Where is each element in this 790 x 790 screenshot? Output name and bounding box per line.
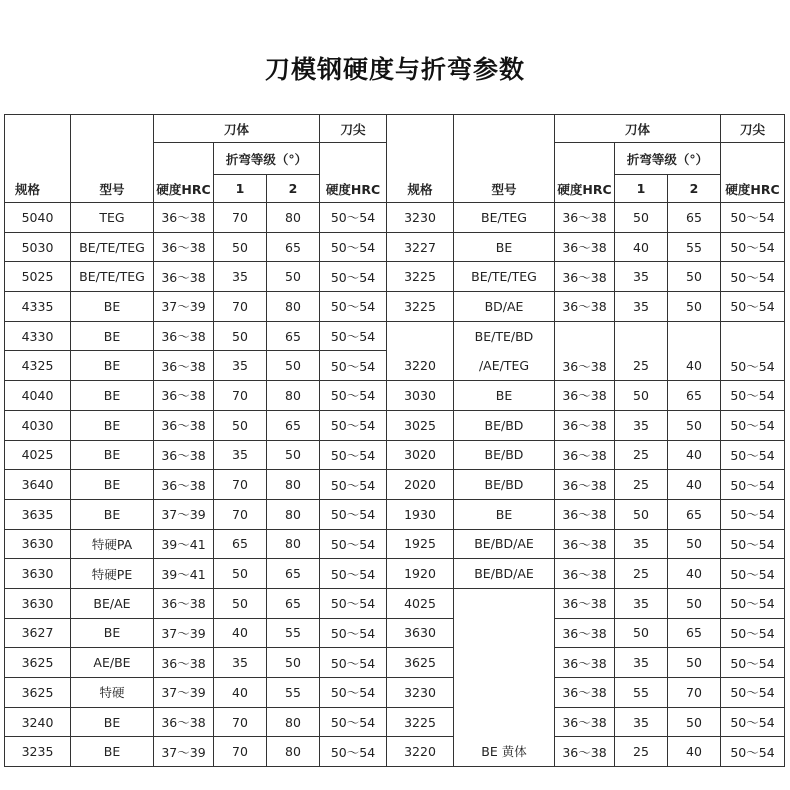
cell-right-grade-1: 35 bbox=[615, 262, 668, 292]
cell-left-model: BE bbox=[71, 381, 154, 411]
header-spec: 规格 bbox=[387, 175, 454, 203]
cell-left-spec: 4030 bbox=[5, 410, 71, 440]
header-grade-2: 2 bbox=[668, 175, 721, 203]
header-blank bbox=[5, 143, 71, 175]
cell-right-grade-1: 35 bbox=[615, 529, 668, 559]
cell-right-grade-2: 50 bbox=[668, 410, 721, 440]
cell-left-hardness: 36～38 bbox=[154, 351, 214, 381]
cell-right-spec: 2020 bbox=[387, 470, 454, 500]
cell-left-hardness: 37～39 bbox=[154, 737, 214, 767]
header-model: 型号 bbox=[454, 175, 555, 203]
cell-right-grade-1: 55 bbox=[615, 678, 668, 708]
cell-left-grade-2: 50 bbox=[267, 351, 320, 381]
cell-right-grade-1: 25 bbox=[615, 559, 668, 589]
header-blank bbox=[454, 143, 555, 175]
cell-right-model: BE bbox=[454, 499, 555, 529]
header-blank bbox=[387, 143, 454, 175]
header-blank bbox=[71, 143, 154, 175]
table-row bbox=[5, 292, 785, 322]
cell-right-model: BE/BD bbox=[454, 410, 555, 440]
cell-left-spec: 3625 bbox=[5, 648, 71, 678]
cell-left-spec: 3630 bbox=[5, 529, 71, 559]
cell-left-spec: 5030 bbox=[5, 232, 71, 262]
cell-right-grade-2: 65 bbox=[668, 618, 721, 648]
cell-right-grade-2: 50 bbox=[668, 262, 721, 292]
cell-left-spec: 4040 bbox=[5, 381, 71, 411]
cell-left-grade-1: 50 bbox=[214, 588, 267, 618]
cell-left-spec: 3627 bbox=[5, 618, 71, 648]
cell-left-hardness: 36～38 bbox=[154, 470, 214, 500]
cell-right-tip-hardness: 50～54 bbox=[721, 203, 785, 233]
cell-left-hardness: 37～39 bbox=[154, 499, 214, 529]
cell-left-grade-1: 35 bbox=[214, 648, 267, 678]
cell-right-spec: 1925 bbox=[387, 529, 454, 559]
cell-left-grade-1: 70 bbox=[214, 381, 267, 411]
cell-left-hardness: 36～38 bbox=[154, 203, 214, 233]
cell-right-hardness: 36～38 bbox=[555, 588, 615, 618]
cell-left-grade-1: 40 bbox=[214, 618, 267, 648]
cell-left-tip-hardness: 50～54 bbox=[320, 292, 387, 322]
header-blank bbox=[320, 143, 387, 175]
table-row bbox=[5, 351, 785, 381]
cell-left-grade-2: 65 bbox=[267, 232, 320, 262]
cell-left-tip-hardness: 50～54 bbox=[320, 203, 387, 233]
cell-left-grade-2: 55 bbox=[267, 618, 320, 648]
header-hardness: 硬度HRC bbox=[320, 175, 387, 203]
table-row bbox=[5, 529, 785, 559]
cell-left-model: TEG bbox=[71, 203, 154, 233]
cell-left-hardness: 39～41 bbox=[154, 529, 214, 559]
table-row bbox=[5, 321, 785, 351]
cell-right-tip-hardness: 50～54 bbox=[721, 351, 785, 381]
cell-left-grade-1: 35 bbox=[214, 440, 267, 470]
cell-left-hardness: 37～39 bbox=[154, 292, 214, 322]
header-grade-2: 2 bbox=[267, 175, 320, 203]
cell-left-grade-1: 70 bbox=[214, 737, 267, 767]
cell-right-model: BE/TEG bbox=[454, 203, 555, 233]
cell-right-tip-hardness: 50～54 bbox=[721, 499, 785, 529]
cell-left-grade-1: 50 bbox=[214, 559, 267, 589]
cell-right-spec: 1920 bbox=[387, 559, 454, 589]
cell-right-tip-hardness: 50～54 bbox=[721, 559, 785, 589]
cell-right-hardness: 36～38 bbox=[555, 737, 615, 767]
cell-right-hardness: 36～38 bbox=[555, 470, 615, 500]
cell-left-hardness: 36～38 bbox=[154, 707, 214, 737]
cell-right-model: BE/BD/AE bbox=[454, 559, 555, 589]
header-blank bbox=[154, 143, 214, 175]
cell-right-hardness: 36～38 bbox=[555, 203, 615, 233]
cell-left-model: BE bbox=[71, 618, 154, 648]
cell-right-grade-1: 35 bbox=[615, 410, 668, 440]
cell-right-grade-2: 40 bbox=[668, 737, 721, 767]
cell-left-model: BE/TE/TEG bbox=[71, 262, 154, 292]
cell-left-tip-hardness: 50～54 bbox=[320, 321, 387, 351]
cell-left-model: BE bbox=[71, 321, 154, 351]
cell-right-grade-2: 65 bbox=[668, 203, 721, 233]
cell-left-grade-2: 50 bbox=[267, 262, 320, 292]
header-blank bbox=[721, 143, 785, 175]
cell-left-spec: 3625 bbox=[5, 678, 71, 708]
cell-right-grade-2: 65 bbox=[668, 381, 721, 411]
cell-right-spec: 3020 bbox=[387, 440, 454, 470]
cell-right-hardness: 36～38 bbox=[555, 381, 615, 411]
cell-right-model: BE/BD bbox=[454, 470, 555, 500]
table-row bbox=[5, 410, 785, 440]
cell-right-tip-hardness: 50～54 bbox=[721, 440, 785, 470]
cell-right-grade-1 bbox=[615, 321, 668, 351]
table-row bbox=[5, 381, 785, 411]
cell-left-spec: 3235 bbox=[5, 737, 71, 767]
cell-right-grade-2: 40 bbox=[668, 351, 721, 381]
cell-right-spec bbox=[387, 321, 454, 351]
table-body bbox=[5, 203, 785, 767]
cell-left-spec: 3630 bbox=[5, 559, 71, 589]
table-row bbox=[5, 678, 785, 708]
cell-left-tip-hardness: 50～54 bbox=[320, 737, 387, 767]
cell-right-hardness: 36～38 bbox=[555, 440, 615, 470]
cell-right-model: BE/TE/BD bbox=[454, 321, 555, 351]
cell-left-model: 特硬PA bbox=[71, 529, 154, 559]
cell-left-grade-2: 80 bbox=[267, 737, 320, 767]
cell-right-grade-2: 50 bbox=[668, 707, 721, 737]
cell-left-tip-hardness: 50～54 bbox=[320, 410, 387, 440]
cell-right-spec: 3225 bbox=[387, 292, 454, 322]
cell-left-tip-hardness: 50～54 bbox=[320, 470, 387, 500]
cell-right-tip-hardness: 50～54 bbox=[721, 262, 785, 292]
table-row bbox=[5, 588, 785, 618]
cell-left-model: BE/TE/TEG bbox=[71, 232, 154, 262]
cell-right-spec: 3220 bbox=[387, 351, 454, 381]
header-grade-1: 1 bbox=[214, 175, 267, 203]
cell-left-spec: 4325 bbox=[5, 351, 71, 381]
header-blade-body: 刀体 bbox=[154, 115, 320, 143]
cell-left-spec: 5025 bbox=[5, 262, 71, 292]
cell-right-spec: 3225 bbox=[387, 707, 454, 737]
cell-right-grade-2 bbox=[668, 321, 721, 351]
cell-left-grade-2: 80 bbox=[267, 381, 320, 411]
cell-left-grade-2: 65 bbox=[267, 588, 320, 618]
header-blank bbox=[555, 143, 615, 175]
table-row bbox=[5, 499, 785, 529]
cell-right-spec: 3225 bbox=[387, 262, 454, 292]
table-row bbox=[5, 618, 785, 648]
cell-left-grade-1: 35 bbox=[214, 351, 267, 381]
cell-left-tip-hardness: 50～54 bbox=[320, 262, 387, 292]
header-hardness: 硬度HRC bbox=[555, 175, 615, 203]
header-bend-grade: 折弯等级（°） bbox=[615, 143, 721, 175]
cell-left-grade-1: 70 bbox=[214, 499, 267, 529]
cell-left-grade-1: 50 bbox=[214, 321, 267, 351]
cell-right-grade-2: 55 bbox=[668, 232, 721, 262]
cell-right-tip-hardness: 50～54 bbox=[721, 529, 785, 559]
header-model: 型号 bbox=[71, 175, 154, 203]
cell-right-hardness: 36～38 bbox=[555, 559, 615, 589]
cell-left-grade-2: 80 bbox=[267, 707, 320, 737]
cell-left-grade-2: 65 bbox=[267, 410, 320, 440]
cell-left-hardness: 37～39 bbox=[154, 618, 214, 648]
table-row bbox=[5, 470, 785, 500]
header-blank bbox=[5, 115, 71, 143]
header-blank bbox=[71, 115, 154, 143]
cell-left-model: BE bbox=[71, 470, 154, 500]
cell-left-grade-1: 70 bbox=[214, 292, 267, 322]
cell-left-grade-1: 35 bbox=[214, 262, 267, 292]
cell-right-tip-hardness: 50～54 bbox=[721, 648, 785, 678]
cell-left-grade-2: 65 bbox=[267, 321, 320, 351]
cell-left-grade-2: 80 bbox=[267, 529, 320, 559]
cell-left-grade-2: 80 bbox=[267, 203, 320, 233]
cell-right-model: BE/TE/TEG bbox=[454, 262, 555, 292]
cell-right-grade-1: 50 bbox=[615, 381, 668, 411]
cell-right-tip-hardness bbox=[721, 321, 785, 351]
cell-right-hardness: 36～38 bbox=[555, 499, 615, 529]
table-row bbox=[5, 232, 785, 262]
cell-left-grade-1: 40 bbox=[214, 678, 267, 708]
header-bend-grade: 折弯等级（°） bbox=[214, 143, 320, 175]
cell-left-grade-2: 65 bbox=[267, 559, 320, 589]
cell-right-tip-hardness: 50～54 bbox=[721, 618, 785, 648]
cell-left-grade-2: 55 bbox=[267, 678, 320, 708]
cell-left-model: BE bbox=[71, 440, 154, 470]
cell-right-model: /AE/TEG bbox=[454, 351, 555, 381]
cell-right-grade-2: 40 bbox=[668, 440, 721, 470]
header-hardness: 硬度HRC bbox=[154, 175, 214, 203]
cell-right-model: BD/AE bbox=[454, 292, 555, 322]
cell-left-grade-2: 80 bbox=[267, 292, 320, 322]
cell-right-model bbox=[454, 678, 555, 708]
table-row bbox=[5, 440, 785, 470]
cell-right-tip-hardness: 50～54 bbox=[721, 707, 785, 737]
cell-right-grade-2: 70 bbox=[668, 678, 721, 708]
cell-right-hardness: 36～38 bbox=[555, 232, 615, 262]
cell-right-hardness: 36～38 bbox=[555, 678, 615, 708]
cell-right-tip-hardness: 50～54 bbox=[721, 470, 785, 500]
cell-left-tip-hardness: 50～54 bbox=[320, 232, 387, 262]
cell-right-grade-1: 35 bbox=[615, 648, 668, 678]
table-row bbox=[5, 737, 785, 767]
header-blade-body: 刀体 bbox=[555, 115, 721, 143]
cell-left-model: BE bbox=[71, 292, 154, 322]
cell-right-spec: 4025 bbox=[387, 588, 454, 618]
header-hardness: 硬度HRC bbox=[721, 175, 785, 203]
cell-left-grade-2: 50 bbox=[267, 440, 320, 470]
cell-left-model: AE/BE bbox=[71, 648, 154, 678]
cell-left-hardness: 36～38 bbox=[154, 648, 214, 678]
cell-right-grade-2: 65 bbox=[668, 499, 721, 529]
cell-right-hardness: 36～38 bbox=[555, 292, 615, 322]
cell-right-grade-2: 50 bbox=[668, 529, 721, 559]
table-row bbox=[5, 648, 785, 678]
cell-left-tip-hardness: 50～54 bbox=[320, 678, 387, 708]
table-row bbox=[5, 262, 785, 292]
cell-right-tip-hardness: 50～54 bbox=[721, 232, 785, 262]
cell-left-model: BE bbox=[71, 737, 154, 767]
cell-left-hardness: 36～38 bbox=[154, 410, 214, 440]
cell-left-hardness: 37～39 bbox=[154, 678, 214, 708]
cell-left-grade-2: 80 bbox=[267, 470, 320, 500]
cell-right-spec: 3230 bbox=[387, 678, 454, 708]
cell-right-tip-hardness: 50～54 bbox=[721, 588, 785, 618]
cell-right-hardness: 36～38 bbox=[555, 529, 615, 559]
cell-left-tip-hardness: 50～54 bbox=[320, 529, 387, 559]
cell-left-tip-hardness: 50～54 bbox=[320, 381, 387, 411]
cell-left-spec: 3630 bbox=[5, 588, 71, 618]
cell-left-model: BE bbox=[71, 707, 154, 737]
page-title: 刀模钢硬度与折弯参数 bbox=[264, 55, 525, 84]
cell-right-grade-2: 50 bbox=[668, 588, 721, 618]
cell-right-grade-1: 25 bbox=[615, 351, 668, 381]
cell-left-model: BE bbox=[71, 351, 154, 381]
cell-left-grade-1: 70 bbox=[214, 707, 267, 737]
cell-left-spec: 5040 bbox=[5, 203, 71, 233]
cell-right-model bbox=[454, 618, 555, 648]
cell-right-model: BE bbox=[454, 381, 555, 411]
table-row bbox=[5, 203, 785, 233]
cell-right-grade-1: 50 bbox=[615, 499, 668, 529]
cell-right-spec: 3630 bbox=[387, 618, 454, 648]
cell-right-grade-1: 35 bbox=[615, 588, 668, 618]
cell-right-tip-hardness: 50～54 bbox=[721, 737, 785, 767]
cell-right-grade-1: 50 bbox=[615, 618, 668, 648]
header-grade-1: 1 bbox=[615, 175, 668, 203]
cell-right-hardness: 36～38 bbox=[555, 262, 615, 292]
cell-left-tip-hardness: 50～54 bbox=[320, 648, 387, 678]
cell-right-grade-1: 25 bbox=[615, 440, 668, 470]
cell-right-grade-1: 35 bbox=[615, 292, 668, 322]
cell-left-spec: 3635 bbox=[5, 499, 71, 529]
cell-left-hardness: 36～38 bbox=[154, 588, 214, 618]
table-row bbox=[5, 707, 785, 737]
cell-right-hardness bbox=[555, 321, 615, 351]
cell-left-grade-1: 70 bbox=[214, 203, 267, 233]
cell-right-grade-1: 40 bbox=[615, 232, 668, 262]
cell-left-tip-hardness: 50～54 bbox=[320, 559, 387, 589]
cell-right-grade-2: 50 bbox=[668, 292, 721, 322]
header-blade-tip: 刀尖 bbox=[320, 115, 387, 143]
cell-right-grade-1: 25 bbox=[615, 737, 668, 767]
cell-right-grade-2: 50 bbox=[668, 648, 721, 678]
cell-right-tip-hardness: 50～54 bbox=[721, 410, 785, 440]
cell-left-tip-hardness: 50～54 bbox=[320, 351, 387, 381]
table-row bbox=[5, 559, 785, 589]
cell-right-tip-hardness: 50～54 bbox=[721, 292, 785, 322]
cell-left-hardness: 36～38 bbox=[154, 440, 214, 470]
cell-left-hardness: 39～41 bbox=[154, 559, 214, 589]
header-blank bbox=[387, 115, 454, 143]
cell-left-spec: 4330 bbox=[5, 321, 71, 351]
cell-left-model: BE bbox=[71, 499, 154, 529]
cell-right-grade-1: 25 bbox=[615, 470, 668, 500]
cell-right-model: BE/BD bbox=[454, 440, 555, 470]
cell-right-hardness: 36～38 bbox=[555, 618, 615, 648]
cell-right-tip-hardness: 50～54 bbox=[721, 678, 785, 708]
cell-right-hardness: 36～38 bbox=[555, 648, 615, 678]
cell-left-tip-hardness: 50～54 bbox=[320, 499, 387, 529]
cell-right-spec: 3030 bbox=[387, 381, 454, 411]
cell-left-grade-1: 50 bbox=[214, 232, 267, 262]
cell-left-model: BE/AE bbox=[71, 588, 154, 618]
cell-left-model: 特硬 bbox=[71, 678, 154, 708]
cell-right-hardness: 36～38 bbox=[555, 410, 615, 440]
cell-left-hardness: 36～38 bbox=[154, 381, 214, 411]
cell-left-tip-hardness: 50～54 bbox=[320, 707, 387, 737]
cell-left-grade-2: 50 bbox=[267, 648, 320, 678]
cell-left-tip-hardness: 50～54 bbox=[320, 440, 387, 470]
cell-right-model bbox=[454, 707, 555, 737]
header-blank bbox=[454, 115, 555, 143]
cell-left-grade-1: 70 bbox=[214, 470, 267, 500]
cell-right-model: BE/BD/AE bbox=[454, 529, 555, 559]
cell-right-spec: 3220 bbox=[387, 737, 454, 767]
cell-right-grade-1: 35 bbox=[615, 707, 668, 737]
cell-left-model: 特硬PE bbox=[71, 559, 154, 589]
cell-right-grade-1: 50 bbox=[615, 203, 668, 233]
cell-left-model: BE bbox=[71, 410, 154, 440]
cell-left-grade-2: 80 bbox=[267, 499, 320, 529]
cell-left-tip-hardness: 50～54 bbox=[320, 618, 387, 648]
cell-right-hardness: 36～38 bbox=[555, 707, 615, 737]
cell-left-hardness: 36～38 bbox=[154, 321, 214, 351]
cell-left-tip-hardness: 50～54 bbox=[320, 588, 387, 618]
cell-left-spec: 4025 bbox=[5, 440, 71, 470]
cell-right-hardness: 36～38 bbox=[555, 351, 615, 381]
cell-right-spec: 3625 bbox=[387, 648, 454, 678]
cell-right-model: BE 黄体 bbox=[454, 737, 555, 767]
cell-left-grade-1: 65 bbox=[214, 529, 267, 559]
cell-right-grade-2: 40 bbox=[668, 559, 721, 589]
cell-left-spec: 3640 bbox=[5, 470, 71, 500]
cell-right-spec: 3025 bbox=[387, 410, 454, 440]
cell-right-spec: 1930 bbox=[387, 499, 454, 529]
cell-right-model bbox=[454, 588, 555, 618]
header-blade-tip: 刀尖 bbox=[721, 115, 785, 143]
cell-right-tip-hardness: 50～54 bbox=[721, 381, 785, 411]
header-spec: 规格 bbox=[5, 175, 71, 203]
cell-left-spec: 4335 bbox=[5, 292, 71, 322]
cell-right-model bbox=[454, 648, 555, 678]
cell-right-spec: 3227 bbox=[387, 232, 454, 262]
cell-left-hardness: 36～38 bbox=[154, 262, 214, 292]
cell-right-grade-2: 40 bbox=[668, 470, 721, 500]
cell-left-spec: 3240 bbox=[5, 707, 71, 737]
cell-left-grade-1: 50 bbox=[214, 410, 267, 440]
cell-left-hardness: 36～38 bbox=[154, 232, 214, 262]
cell-right-spec: 3230 bbox=[387, 203, 454, 233]
params-table bbox=[4, 114, 785, 767]
cell-right-model: BE bbox=[454, 232, 555, 262]
